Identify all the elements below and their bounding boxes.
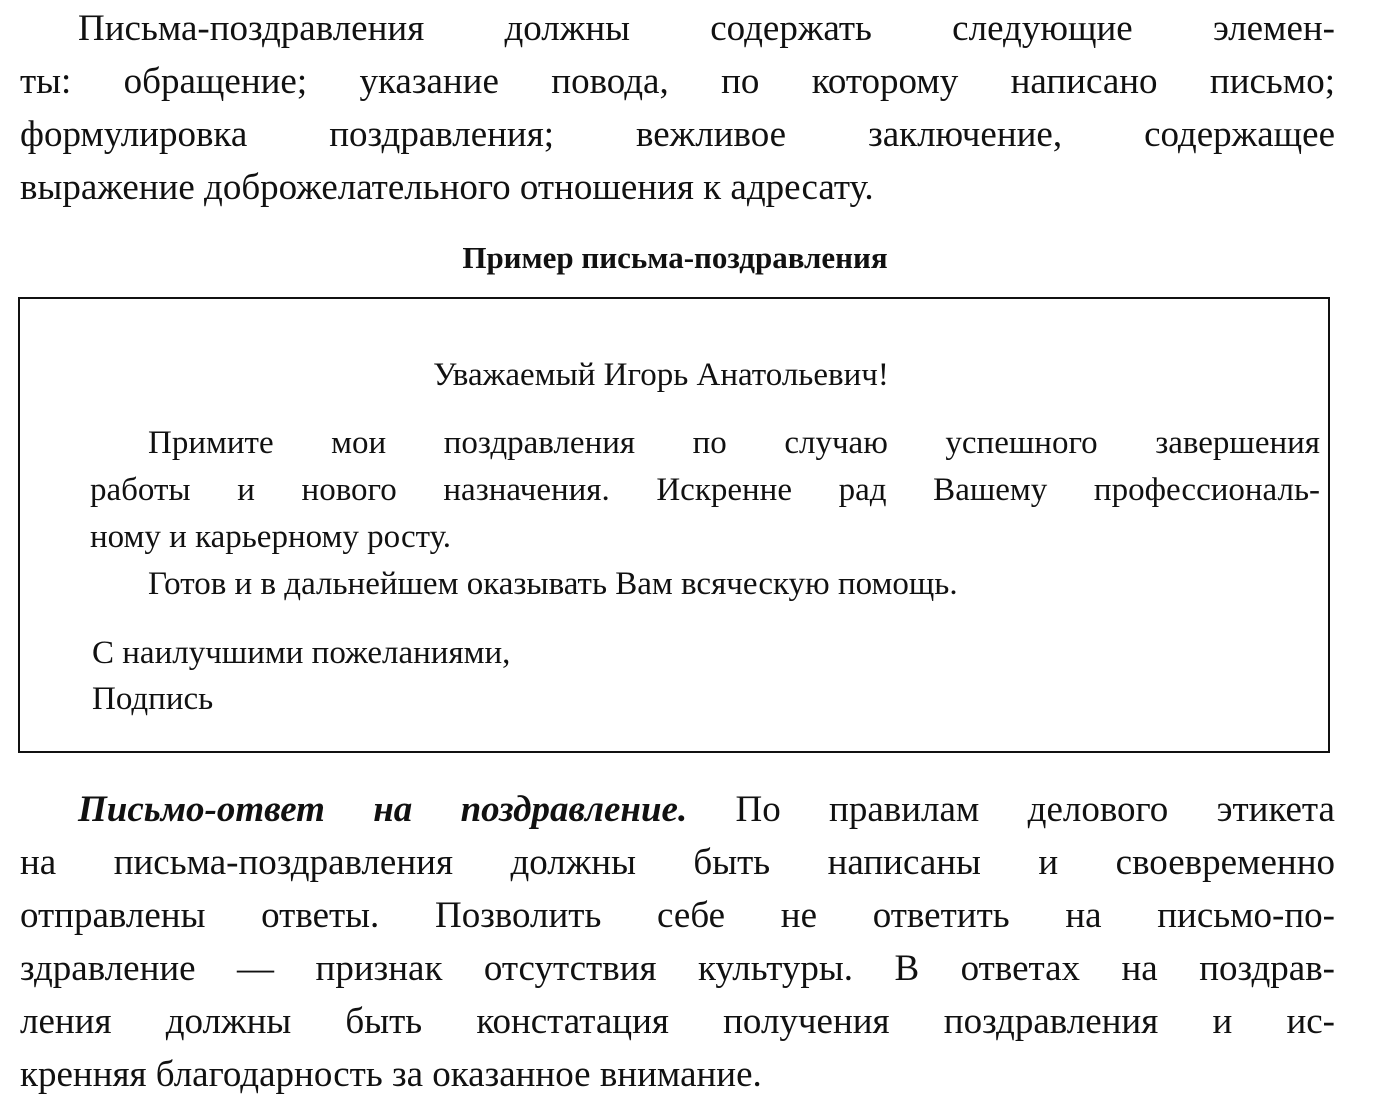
letter-body-line-1: Примите мои поздравления по случаю успешного завершения: [148, 425, 1320, 461]
letter-signature: Подпись: [92, 681, 214, 717]
reply-line-4: здравление — признак отсутствия культуры. В ответах на поздрав-: [20, 948, 1335, 989]
letter-body-line-2: работы и нового назначения. Искренне рад Вашему профессиональ-: [90, 472, 1320, 508]
letter-body: [90, 419, 1320, 607]
reply-paragraph: [20, 783, 1335, 1101]
reply-line-3: отправлены ответы. Позволить себе не ответить на письмо-по-: [20, 895, 1335, 936]
reply-line-1-rest: По правилам делового этикета: [687, 789, 1335, 830]
reply-line-1: [20, 783, 1335, 836]
letter-salutation: Уважаемый Игорь Анатольевич!: [433, 357, 889, 393]
reply-line-5: ления должны быть констатация получения поздравления и ис-: [20, 1001, 1335, 1042]
example-title: Пример письма-поздравления: [462, 240, 888, 275]
intro-line-2: ты: обращение; указание повода, по которому написано письмо;: [20, 61, 1335, 102]
intro-line-1: Письма-поздравления должны содержать следующие элемен-: [78, 8, 1335, 49]
letter-body-line-3: ному и карьерному росту.: [90, 519, 452, 555]
example-letter-box: [18, 297, 1330, 753]
reply-line-2: на письма-поздравления должны быть написаны и своевременно: [20, 842, 1335, 883]
letter-body-line-4: Готов и в дальнейшем оказывать Вам всяческую помощь.: [148, 566, 958, 602]
letter-closing-block: [92, 629, 892, 721]
letter-closing: С наилучшими пожеланиями,: [92, 635, 511, 671]
intro-paragraph: [20, 2, 1335, 214]
reply-line-6: кренняя благодарность за оказанное внимание.: [20, 1054, 762, 1095]
intro-line-3: формулировка поздравления; вежливое заключение, содержащее: [20, 114, 1335, 155]
intro-line-4: выражение доброжелательного отношения к адресату.: [20, 167, 874, 208]
reply-lead-in: Письмо-ответ на поздравление.: [78, 789, 688, 830]
